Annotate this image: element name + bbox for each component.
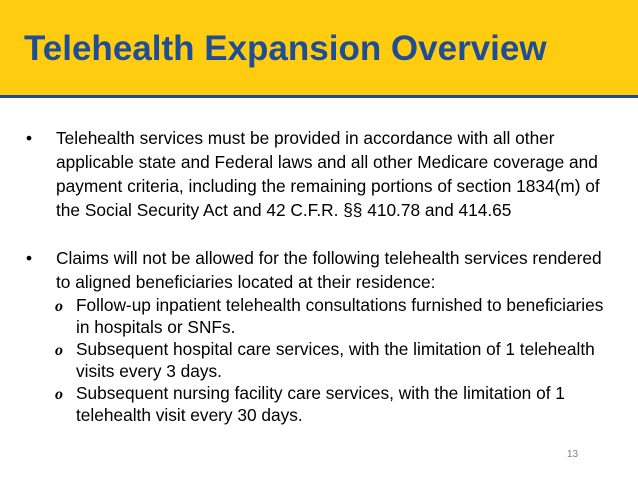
sub-bullet-item [18,339,618,382]
title-banner [0,0,638,98]
sub-bullet-text: Follow-up inpatient telehealth consultations furnished to beneficiaries in hospitals or SNFs. [76,295,604,337]
bullet-item [18,246,618,294]
sub-bullet-marker: o [55,298,63,315]
slide-body [18,126,618,426]
sub-bullet-text: Subsequent nursing facility care services, with the limitation of 1 telehealth visit every 30 days. [76,383,565,425]
sub-bullet-marker: o [55,342,63,359]
bullet-text: Telehealth services must be provided in accordance with all other applicable state and Federal laws and all other Medicare coverage and payment criteria, including the remaining portions of section 1834(m) of the Social Security Act and 42 C.F.R. §§ 410.78 and 414.65 [56,128,600,220]
bullet-marker: • [26,128,33,148]
sub-bullet-item [18,295,618,338]
sub-bullet-marker: o [55,386,63,403]
sub-bullet-text: Subsequent hospital care services, with the limitation of 1 telehealth visits every 3 days. [76,339,595,381]
bullet-item [18,126,618,222]
page-number: 13 [567,449,579,460]
slide-title: Telehealth Expansion Overview [24,29,547,68]
bullet-text: Claims will not be allowed for the following telehealth services rendered to aligned beneficiaries located at their residence: [56,248,602,292]
sub-bullet-item [18,383,618,426]
bullet-marker: • [26,248,33,268]
